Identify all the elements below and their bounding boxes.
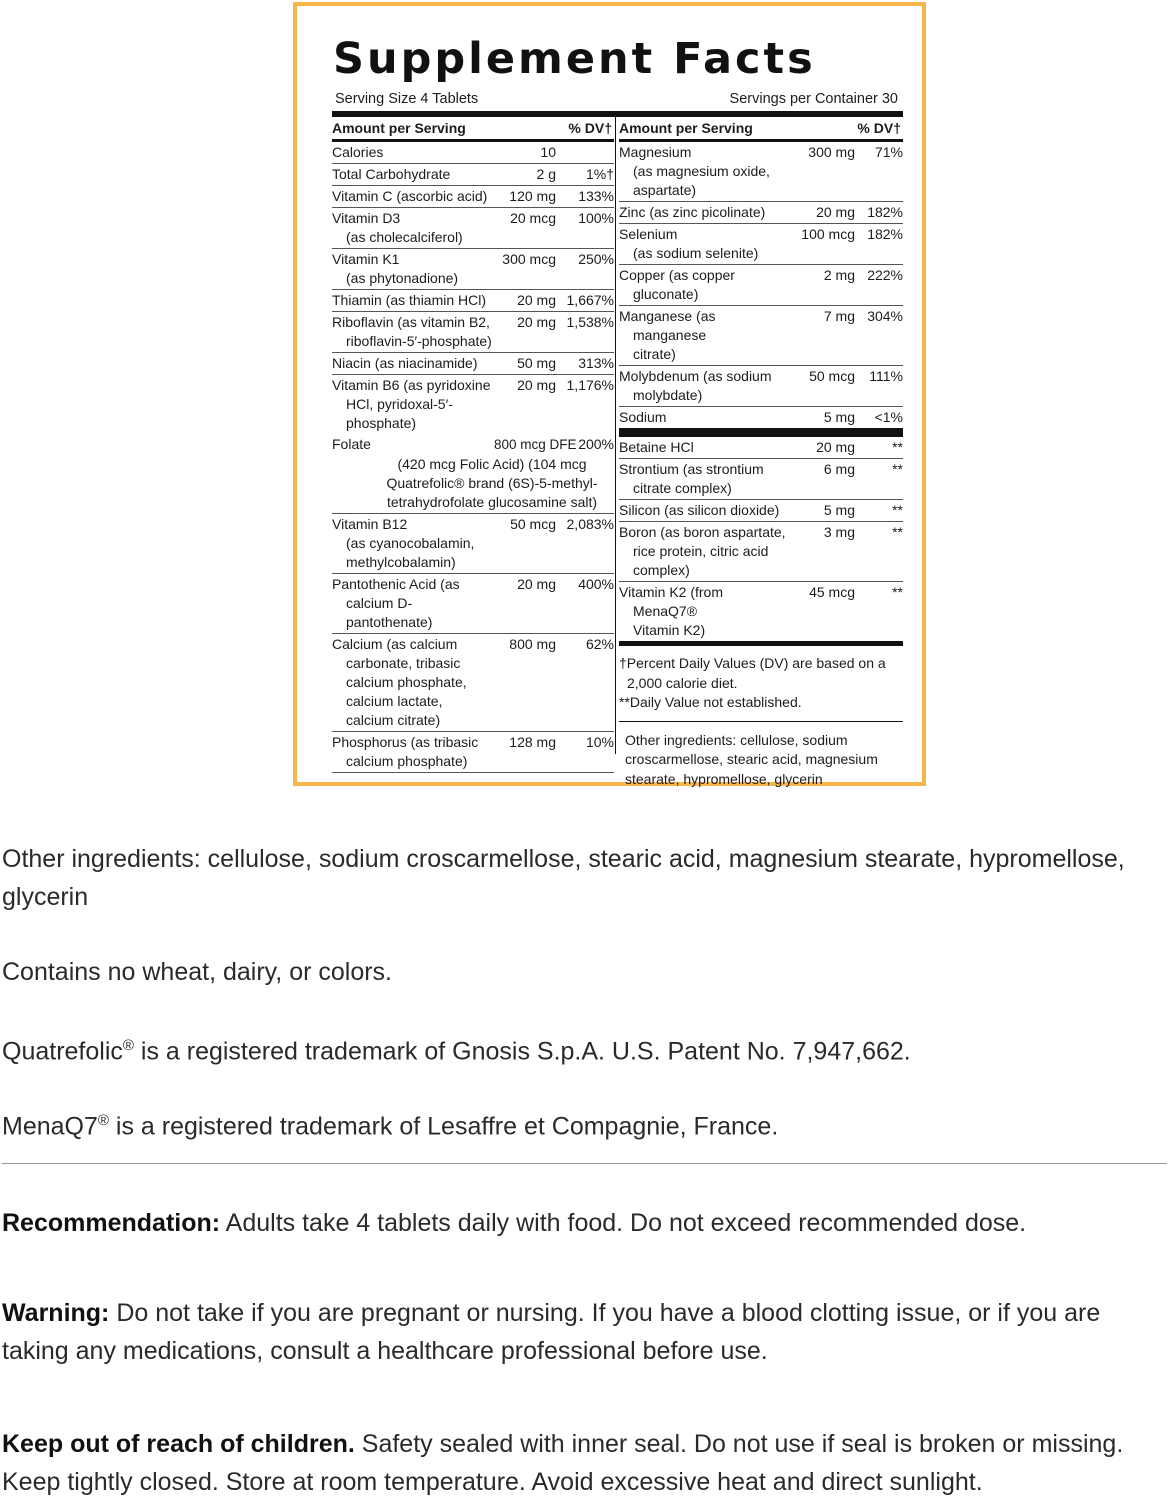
nutrient-dv: ** — [892, 439, 903, 455]
nutrient-dv: 1,176% — [566, 377, 614, 393]
warning-label: Warning: — [2, 1299, 110, 1327]
nutrient-dv: 2,083% — [566, 516, 614, 532]
nutrient-name: Manganese (as manganese citrate) — [619, 308, 716, 362]
nutrient-dv: 111% — [869, 368, 903, 384]
nutrient-amount: 20 mg — [517, 292, 556, 308]
nutrient-dv: 182% — [867, 204, 903, 220]
serving-size: Serving Size 4 Tablets — [335, 91, 479, 107]
nutrient-dv: 313% — [578, 355, 614, 371]
nutrient-name: Vitamin D3 (as cholecalciferol) — [332, 210, 463, 245]
nutrient-name: Zinc (as zinc picolinate) — [619, 204, 766, 220]
nutrient-dv: 222% — [867, 267, 903, 283]
nutrient-amount: 800 mg — [509, 636, 556, 652]
nutrient-name: Strontium (as strontium citrate complex) — [619, 461, 764, 496]
folate-row — [332, 434, 614, 455]
nutrient-amount: 128 mg — [509, 734, 556, 750]
nutrient-dv: ** — [892, 502, 903, 518]
nutrient-amount: 300 mcg — [502, 251, 556, 267]
keep-out-of-reach-label: Keep out of reach of children. — [2, 1430, 355, 1458]
other-ingredients-text: Other ingredients: cellulose, sodium croscarmellose, stearic acid, magnesium stearate, hypromellose, glycerin — [2, 845, 1125, 911]
nutrient-name: Pantothenic Acid (as calcium D-pantothenate) — [332, 576, 460, 630]
nutrient-amount: 800 mcg DFE — [494, 437, 577, 452]
nutrient-dv: 71% — [874, 144, 903, 160]
amount-per-serving-header: Amount per Serving — [332, 120, 466, 136]
folate-note: (420 mcg Folic Acid) (104 mcg Quatrefolic® brand (6S)-5-methyl- tetrahydrofolate glucosamine salt) — [332, 455, 614, 514]
nutrient-dv: 400% — [578, 576, 614, 592]
nutrient-dv: 182% — [867, 226, 903, 242]
nutrient-amount: 20 mg — [517, 377, 556, 393]
nutrient-row — [332, 186, 614, 208]
nutrient-amount: 2 g — [536, 166, 556, 182]
nutrient-name: Silicon (as silicon dioxide) — [619, 502, 780, 518]
nutrient-row — [619, 142, 903, 202]
nutrient-name: Selenium (as sodium selenite) — [619, 226, 759, 261]
nutrient-name: Total Carbohydrate — [332, 166, 451, 182]
nutrient-row — [332, 164, 614, 186]
amount-per-serving-header: Amount per Serving — [619, 120, 753, 136]
nutrient-row — [619, 202, 903, 224]
nutrient-name: Vitamin K1 (as phytonadione) — [332, 251, 459, 286]
recommendation: Recommendation: Adults take 4 tablets daily with food. Do not exceed recommended dose. — [2, 1209, 1027, 1237]
right-nutrient-rows — [619, 142, 903, 437]
nutrient-row — [332, 514, 614, 574]
left-nutrient-rows-2 — [332, 514, 614, 773]
nutrient-row — [619, 224, 903, 265]
nutrient-dv: 62% — [585, 636, 614, 652]
menaq7-trademark: MenaQ7® is a registered trademark of Lesaffre et Compagnie, France. — [2, 1112, 779, 1141]
nutrient-row — [619, 459, 903, 500]
dv-not-established-footnote: **Daily Value not established. — [619, 694, 802, 710]
nutrient-row — [332, 249, 614, 290]
dv-header: % DV† — [857, 120, 901, 136]
nutrient-dv: ** — [892, 584, 903, 600]
nutrient-dv: 1,667% — [566, 292, 614, 308]
nutrient-name: Calories — [332, 144, 384, 160]
nutrient-row — [332, 732, 614, 772]
recommendation-label: Recommendation: — [2, 1209, 221, 1237]
right-nutrient-rows-2 — [619, 437, 903, 646]
nutrient-amount: 50 mg — [517, 355, 556, 371]
nutrient-name: Niacin (as niacinamide) — [332, 355, 478, 371]
nutrient-dv: 200% — [578, 436, 614, 452]
nutrient-name: Molybdenum (as sodium molybdate) — [619, 368, 772, 403]
nutrient-dv: <1% — [874, 409, 903, 425]
left-nutrient-column — [332, 117, 614, 773]
column-divider — [615, 117, 616, 754]
nutrient-dv: 1,538% — [566, 314, 614, 330]
nutrient-amount: 20 mg — [816, 439, 855, 455]
nutrient-row — [332, 353, 614, 375]
nutrient-name: Vitamin B6 (as pyridoxine HCl, pyridoxal-5′-phosphate) — [332, 377, 491, 431]
nutrient-row — [332, 312, 614, 353]
dv-header: % DV† — [568, 120, 612, 136]
nutrient-amount: 45 mcg — [809, 584, 855, 600]
footnotes — [619, 646, 903, 722]
nutrient-name: Vitamin K2 (from MenaQ7® Vitamin K2) — [619, 584, 723, 638]
nutrient-row — [619, 500, 903, 522]
nutrient-amount: 3 mg — [823, 524, 855, 540]
nutrient-dv: 1%† — [585, 166, 614, 182]
nutrient-amount: 5 mg — [823, 502, 855, 518]
servings-per-container: Servings per Container 30 — [729, 91, 898, 107]
nutrient-amount: 50 mcg — [809, 368, 855, 384]
left-nutrient-rows — [332, 142, 614, 434]
column-header — [619, 117, 903, 142]
nutrient-dv: ** — [892, 461, 903, 477]
nutrient-row — [619, 522, 903, 582]
nutrient-row — [332, 142, 614, 164]
nutrient-row — [332, 208, 614, 249]
section-divider — [2, 1163, 1167, 1164]
nutrient-dv: 133% — [578, 188, 614, 204]
supplement-facts-panel — [293, 2, 926, 786]
nutrient-amount: 20 mcg — [510, 210, 556, 226]
storage-instructions: Keep out of reach of children. Safety sealed with inner seal. Do not use if seal is broken or missing. Keep tightly closed. Store at room temperature. Avoid excessive heat and direct sunlight. — [2, 1430, 1124, 1496]
nutrient-name: Folate — [332, 436, 371, 452]
nutrient-dv — [556, 143, 614, 162]
nutrient-name: Vitamin B12 (as cyanocobalamin, methylcobalamin) — [332, 516, 475, 570]
nutrient-name: Riboflavin (as vitamin B2, riboflavin-5′-phosphate) — [332, 314, 492, 349]
nutrient-amount: 5 mg — [823, 409, 855, 425]
nutrient-dv: 100% — [578, 210, 614, 226]
dv-footnote: †Percent Daily Values (DV) are based on a 2,000 calorie diet. — [619, 655, 886, 691]
panel-other-ingredients: Other ingredients: cellulose, sodium croscarmellose, stearic acid, magnesium stearate, hypromellose, glycerin — [625, 731, 878, 787]
nutrient-amount: 300 mg — [808, 144, 855, 160]
right-nutrient-column — [619, 117, 903, 798]
nutrient-amount: 6 mg — [823, 461, 855, 477]
column-header — [332, 117, 614, 142]
nutrient-row — [619, 437, 903, 459]
nutrient-row — [332, 290, 614, 312]
quatrefolic-trademark: Quatrefolic® is a registered trademark of Gnosis S.p.A. U.S. Patent No. 7,947,662. — [2, 1037, 911, 1066]
nutrient-name: Vitamin C (ascorbic acid) — [332, 188, 488, 204]
nutrient-amount: 20 mg — [517, 314, 556, 330]
warning: Warning: Do not take if you are pregnant or nursing. If you have a blood clotting issue, or if you are taking any medications, consult a healthcare professional before use. — [2, 1299, 1101, 1365]
nutrient-amount: 20 mg — [517, 576, 556, 592]
nutrient-name: Thiamin (as thiamin HCl) — [332, 292, 487, 308]
nutrient-row — [619, 265, 903, 306]
nutrient-amount: 100 mcg — [801, 226, 855, 242]
nutrient-row — [619, 366, 903, 407]
nutrient-dv: 10% — [585, 734, 614, 750]
nutrient-name: Phosphorus (as tribasic calcium phosphate) — [332, 734, 479, 769]
nutrient-amount: 10 — [540, 144, 556, 160]
nutrient-row — [332, 574, 614, 634]
nutrient-dv: 250% — [578, 251, 614, 267]
nutrient-row — [332, 634, 614, 732]
nutrient-amount: 20 mg — [816, 204, 855, 220]
allergen-statement: Contains no wheat, dairy, or colors. — [2, 958, 393, 986]
nutrient-name: Calcium (as calcium carbonate, tribasic calcium phosphate, calcium lactate, calcium citrate) — [332, 636, 467, 728]
nutrient-name: Copper (as copper gluconate) — [619, 267, 735, 302]
supplement-facts-title: Supplement Facts — [333, 34, 816, 84]
nutrient-dv: ** — [892, 524, 903, 540]
nutrient-name: Sodium — [619, 409, 667, 425]
nutrient-name: Magnesium (as magnesium oxide, aspartate) — [619, 144, 770, 198]
nutrient-row — [332, 375, 614, 434]
nutrient-amount: 50 mcg — [510, 516, 556, 532]
nutrient-row — [619, 306, 903, 366]
nutrient-name: Boron (as boron aspartate, rice protein, citric acid complex) — [619, 524, 786, 578]
nutrient-amount: 2 mg — [823, 267, 855, 283]
nutrient-name: Betaine HCl — [619, 439, 694, 455]
nutrient-dv: 304% — [867, 308, 903, 324]
nutrient-amount: 120 mg — [509, 188, 556, 204]
nutrient-row — [619, 407, 903, 432]
nutrient-row — [619, 582, 903, 641]
nutrient-amount: 7 mg — [823, 308, 855, 324]
